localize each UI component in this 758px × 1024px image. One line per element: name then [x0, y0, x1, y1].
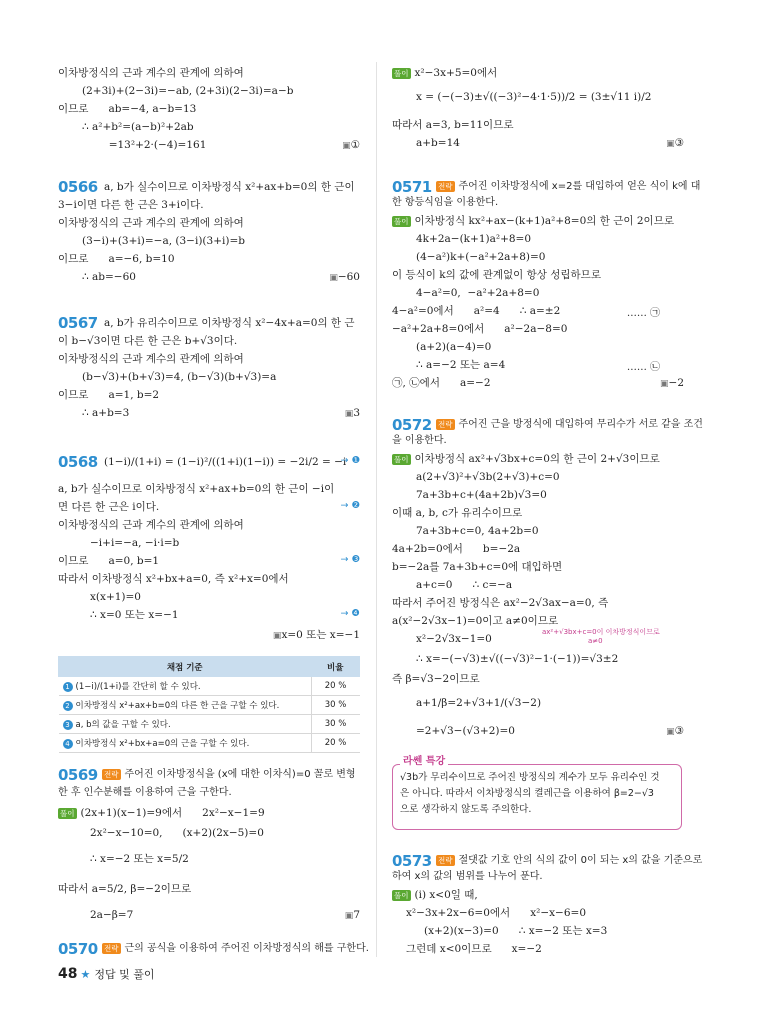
- strategy-tag: 전략: [438, 419, 453, 429]
- text-line: 7a+3b+c+(4a+2b)√3=0: [416, 489, 547, 501]
- answer: ▣ 7: [345, 908, 360, 923]
- step-number: 4: [63, 739, 73, 749]
- page-number: 48: [58, 966, 78, 982]
- text-line: =13²+2·(−4)=161: [82, 139, 207, 151]
- text-line: 이때 a, b, c가 유리수이므로: [392, 507, 523, 519]
- text-line: x²−2√3x−1=0: [416, 633, 492, 645]
- table-cell: 30 %: [311, 696, 360, 715]
- grading-table: [58, 656, 360, 753]
- criterion-text: 이차방정식 x²+ax+b=0의 다른 한 근을 구할 수 있다.: [75, 701, 280, 711]
- text-line: (1−i)/(1+i) = (1−i)²/((1+i)(1−i)) = −2i/2 = −i: [104, 456, 347, 468]
- problem-number: 0570: [58, 940, 98, 958]
- text-line: x²−3x+5=0에서: [414, 67, 498, 79]
- table-row: [59, 734, 360, 753]
- strategy-text: 근의 공식을 이용하여 주어진 이차방정식의 해를 구한다.: [124, 943, 369, 954]
- text-line: ∴ a+b=3: [82, 407, 130, 419]
- table-header: 채점 기준: [59, 657, 312, 677]
- table-row: [59, 696, 360, 715]
- text-line: b=−2a를 7a+3b+c=0에 대입하면: [392, 561, 563, 573]
- text-line: 이차방정식의 근과 계수의 관계에 의하여: [58, 67, 244, 79]
- side-note: a≠0: [588, 637, 603, 645]
- text-line: 이차방정식의 근과 계수의 관계에 의하여: [58, 519, 244, 531]
- problem-number: 0571: [392, 178, 432, 196]
- text-line: a+b=14: [416, 137, 460, 149]
- text-line: ∴ x=−2 또는 x=5/2: [90, 853, 189, 865]
- text-line: a(x²−2√3x−1)=0이고 a≠0이므로: [392, 615, 559, 627]
- problem-number: 0569: [58, 766, 98, 784]
- strategy-line: 한 후 인수분해를 이용하여 근을 구한다.: [58, 787, 232, 798]
- text-line: x²−3x+2x−6=0에서 x²−x−6=0: [406, 907, 587, 919]
- text-line: x = (−(−3)±√((−3)²−4·1·5))/2 = (3±√11 i)/2: [416, 91, 652, 103]
- strategy-line: [436, 418, 703, 432]
- step-number: 2: [63, 701, 73, 711]
- text-line: (i) x<0일 때,: [414, 889, 478, 901]
- table-cell: [59, 696, 312, 715]
- text-line: ㉠, ㉡에서 a=−2: [392, 377, 491, 389]
- problem-number: 0572: [392, 416, 432, 434]
- text-line: ∴ ab=−60: [82, 271, 136, 283]
- strategy-text: 주어진 근을 방정식에 대입하여 무리수가 서로 같을 조건: [458, 419, 703, 430]
- text-line: 따라서 a=3, b=11이므로: [392, 119, 514, 131]
- text-line: 4−a²=0에서 a²=4 ∴ a=±2: [392, 305, 561, 317]
- table-row: [59, 677, 360, 696]
- solution-tag: 풀이: [394, 890, 409, 900]
- text-line: 2a−β=7: [90, 909, 134, 921]
- text-line: 이 등식이 k의 값에 관계없이 항상 성립하므로: [392, 269, 601, 281]
- text-line: [392, 214, 674, 228]
- text-line: a(2+√3)²+√3b(2+√3)+c=0: [416, 471, 560, 483]
- text-line: 이차방정식의 근과 계수의 관계에 의하여: [58, 217, 244, 229]
- table-cell: [59, 734, 312, 753]
- text-line: [392, 66, 497, 80]
- text-line: a+c=0 ∴ c=−a: [416, 579, 513, 591]
- text-line: a, b가 유리수이므로 이차방정식 x²−4x+a=0의 한 근: [104, 317, 355, 329]
- text-line: (2x+1)(x−1)=9에서 2x²−x−1=9: [80, 807, 265, 819]
- answer: ▣ x=0 또는 x=−1: [273, 628, 360, 643]
- text-line: ∴ a=−2 또는 a=4: [416, 359, 506, 371]
- strategy-text: 주어진 이차방정식을 (x에 대한 이차식)=0 꼴로 변형: [124, 769, 356, 780]
- footer-label: 정답 및 풀이: [94, 968, 155, 981]
- problem-number: 0573: [392, 852, 432, 870]
- strategy-tag: 전략: [438, 181, 453, 191]
- text-line: 4−a²=0, −a²+2a+8=0: [416, 287, 540, 299]
- text-line: [392, 888, 478, 902]
- text-line: 4a+2b=0에서 b=−2a: [392, 543, 521, 555]
- problem-number: 0566: [58, 178, 98, 196]
- text-line: (3−i)+(3+i)=−a, (3−i)(3+i)=b: [82, 235, 245, 247]
- answer: ▣ −2: [660, 376, 684, 391]
- table-cell: 20 %: [311, 734, 360, 753]
- strategy-tag: 전략: [104, 943, 119, 953]
- problem-number: 0568: [58, 453, 98, 471]
- side-note: ax²+√3bx+c=0이 이차방정식이므로: [542, 628, 660, 636]
- table-cell: 20 %: [311, 677, 360, 696]
- text-line: (2+3i)+(2−3i)=−ab, (2+3i)(2−3i)=a−b: [82, 85, 294, 97]
- text-line: 이차방정식 ax²+√3bx+c=0의 한 근이 2+√3이므로: [414, 453, 660, 465]
- strategy-text: 주어진 이차방정식에 x=2를 대입하여 얻은 식이 k에 대: [458, 181, 701, 192]
- text-line: =2+√3−(√3+2)=0: [416, 725, 515, 737]
- step-marker: → ❷: [340, 500, 360, 511]
- text-line: 4k+2a−(k+1)a²+8=0: [416, 233, 532, 245]
- table-cell: [59, 677, 312, 696]
- solution-tag: 풀이: [394, 216, 409, 226]
- step-number: 1: [63, 682, 73, 692]
- text-line: 이므로 a=0, b=1: [58, 555, 160, 567]
- criterion-text: 이차방정식 x²+bx+a=0의 근을 구할 수 있다.: [75, 739, 250, 749]
- text-line: (4−a²)k+(−a²+2a+8)=0: [416, 251, 546, 263]
- table-cell: [59, 715, 312, 734]
- answer: ▣ 3: [345, 406, 360, 421]
- step-marker: → ❶: [340, 455, 360, 466]
- strategy-line: 하여 x의 값의 범위를 나누어 푼다.: [392, 871, 543, 882]
- text-line: 이차방정식 kx²+ax−(k+1)a²+8=0의 한 근이 2이므로: [414, 215, 674, 227]
- tip-text: 은 아니다. 따라서 이차방정식의 켤레근을 이용하여 β=2−√3: [400, 788, 654, 799]
- strategy-tag: 전략: [438, 855, 453, 865]
- equation-mark: …… ㉡: [626, 362, 660, 373]
- step-number: 3: [63, 720, 73, 730]
- solution-tag: 풀이: [60, 808, 75, 818]
- strategy-text: 절댓값 기호 안의 식의 값이 0이 되는 x의 값을 기준으로: [458, 855, 703, 866]
- step-marker: → ❹: [340, 608, 360, 619]
- text-line: ∴ x=0 또는 x=−1: [90, 609, 179, 621]
- text-line: 그런데 x<0이므로 x=−2: [406, 943, 542, 955]
- text-line: 따라서 주어진 방정식은 ax²−2√3ax−a=0, 즉: [392, 597, 609, 609]
- tip-text: √3b가 무리수이므로 주어진 방정식의 계수가 모두 유리수인 것: [400, 772, 660, 783]
- text-line: (x+2)(x−3)=0 ∴ x=−2 또는 x=3: [424, 925, 608, 937]
- text-line: 이므로 a=1, b=2: [58, 389, 160, 401]
- answer: ▣ ③: [666, 724, 684, 739]
- text-line: x(x+1)=0: [90, 591, 141, 603]
- strategy-line: 을 이용한다.: [392, 435, 447, 446]
- text-line: ∴ a²+b²=(a−b)²+2ab: [82, 121, 194, 133]
- answer: ▣ −60: [329, 270, 360, 285]
- problem-number: 0567: [58, 314, 98, 332]
- text-line: 면 다른 한 근은 i이다.: [58, 501, 160, 513]
- solution-tag: 풀이: [394, 68, 409, 78]
- text-line: 2x²−x−10=0, (x+2)(2x−5)=0: [90, 827, 264, 839]
- strategy-line: [102, 768, 356, 782]
- text-line: 이므로 a=−6, b=10: [58, 253, 175, 265]
- page-footer: [58, 966, 154, 982]
- text-line: 3−i이면 다른 한 근은 3+i이다.: [58, 199, 204, 211]
- text-line: [392, 452, 660, 466]
- strategy-tag: 전략: [104, 769, 119, 779]
- text-line: 즉 β=√3−2이므로: [392, 673, 480, 685]
- text-line: −i+i=−a, −i·i=b: [90, 537, 180, 549]
- strategy-line: [102, 942, 369, 956]
- column-divider: [376, 62, 377, 957]
- tip-title: 라쎈 특강: [400, 752, 448, 767]
- table-header: 비율: [311, 657, 360, 677]
- tip-text: 으로 생각하지 않도록 주의한다.: [400, 804, 532, 815]
- text-line: a+1/β=2+√3+1/(√3−2): [416, 697, 542, 709]
- strategy-line: 한 항등식임을 이용한다.: [392, 197, 499, 208]
- criterion-text: a, b의 값을 구할 수 있다.: [75, 720, 171, 730]
- strategy-line: [436, 854, 702, 868]
- text-line: −a²+2a+8=0에서 a²−2a−8=0: [392, 323, 568, 335]
- text-line: 이므로 ab=−4, a−b=13: [58, 103, 197, 115]
- table-row: [59, 715, 360, 734]
- answer: ▣ ③: [666, 136, 684, 151]
- table-cell: 30 %: [311, 715, 360, 734]
- text-line: (a+2)(a−4)=0: [416, 341, 492, 353]
- text-line: ∴ x=−(−√3)±√((−√3)²−1·(−1))=√3±2: [416, 653, 619, 665]
- answer: ▣ ①: [342, 138, 360, 153]
- text-line: 7a+3b+c=0, 4a+2b=0: [416, 525, 539, 537]
- text-line: 이차방정식의 근과 계수의 관계에 의하여: [58, 353, 244, 365]
- text-line: (b−√3)+(b+√3)=4, (b−√3)(b+√3)=a: [82, 371, 277, 383]
- step-marker: → ❸: [340, 554, 360, 565]
- star-icon: ★: [80, 968, 91, 981]
- text-line: a, b가 실수이므로 이차방정식 x²+ax+b=0의 한 근이: [104, 181, 355, 193]
- text-line: 이 b−√3이면 다른 한 근은 b+√3이다.: [58, 335, 238, 347]
- text-line: a, b가 실수이므로 이차방정식 x²+ax+b=0의 한 근이 −i이: [58, 483, 335, 495]
- text-line: [58, 806, 265, 820]
- text-line: 따라서 a=5/2, β=−2이므로: [58, 883, 192, 895]
- equation-mark: …… ㉠: [626, 308, 660, 319]
- criterion-text: (1−i)/(1+i)를 간단히 할 수 있다.: [75, 682, 201, 692]
- table-header-row: [59, 657, 360, 677]
- solution-tag: 풀이: [394, 454, 409, 464]
- text-line: 따라서 이차방정식 x²+bx+a=0, 즉 x²+x=0에서: [58, 573, 289, 585]
- strategy-line: [436, 180, 700, 194]
